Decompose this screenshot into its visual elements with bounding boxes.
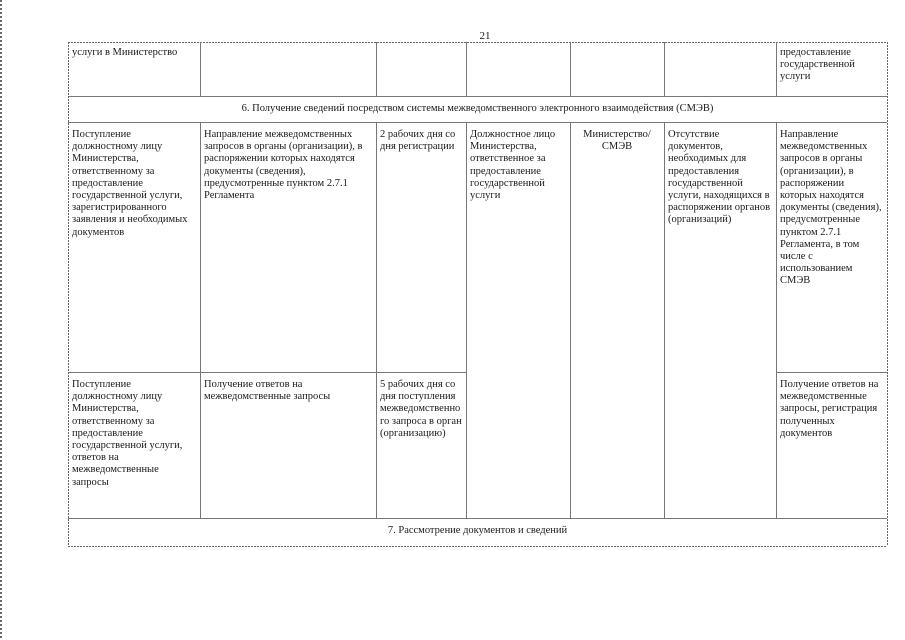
top-row-cell-1: услуги в Министерство — [72, 47, 178, 58]
row-a-cell-5: Министерство/ СМЭВ — [583, 129, 651, 153]
row-a-cell-3: 2 рабочих дня со дня регистрации — [380, 129, 456, 153]
top-row-cell-8: предоставление государственной услуги — [780, 47, 855, 83]
row-a-cell-6: Отсутствие документов, необходимых для предоставления государственной услуги, находящихся в распоряжении органов (организаций) — [668, 129, 771, 226]
scan-edge — [0, 0, 2, 640]
row-a-cell-4: Должностное лицо Министерства, ответственное за предоставление государственной услуги — [470, 129, 556, 202]
section-7-heading: 7. Рассмотрение документов и сведений — [387, 525, 568, 536]
row-a-cell-2: Направление межведомственных запросов в органы (организации), в распоряжении которых находятся документы (сведения), предусмотренные пунктом 2.7.1 Регламента — [204, 129, 363, 202]
row-b-cell-7: Получение ответов на межведомственные запросы, регистрация полученных документов — [780, 379, 879, 439]
row-b-cell-1: Поступление должностному лицу Министерства, ответственному за предоставление государственной услуги, ответов на межведомственные запросы — [72, 379, 183, 488]
row-b-cell-2: Получение ответов на межведомственные запросы — [204, 379, 331, 403]
section-6-heading: 6. Получение сведений посредством системы межведомственного электронного взаимодействия (СМЭВ) — [241, 103, 714, 114]
row-a-cell-7: Направление межведомственных запросов в органы (организации), в распоряжении которых находятся документы (сведения), предусмотренные пунктом 2.7.1 Регламента, в том числе с использованием СМЭВ — [780, 129, 882, 287]
row-a-cell-1: Поступление должностному лицу Министерства, ответственному за предоставление государственной услуги, зарегистрированного заявления и необходимых документов — [72, 129, 188, 238]
row-b-cell-3: 5 рабочих дня со дня поступления межведомственного запроса в орган (организацию) — [380, 379, 462, 439]
page-number: 21 — [479, 30, 491, 42]
